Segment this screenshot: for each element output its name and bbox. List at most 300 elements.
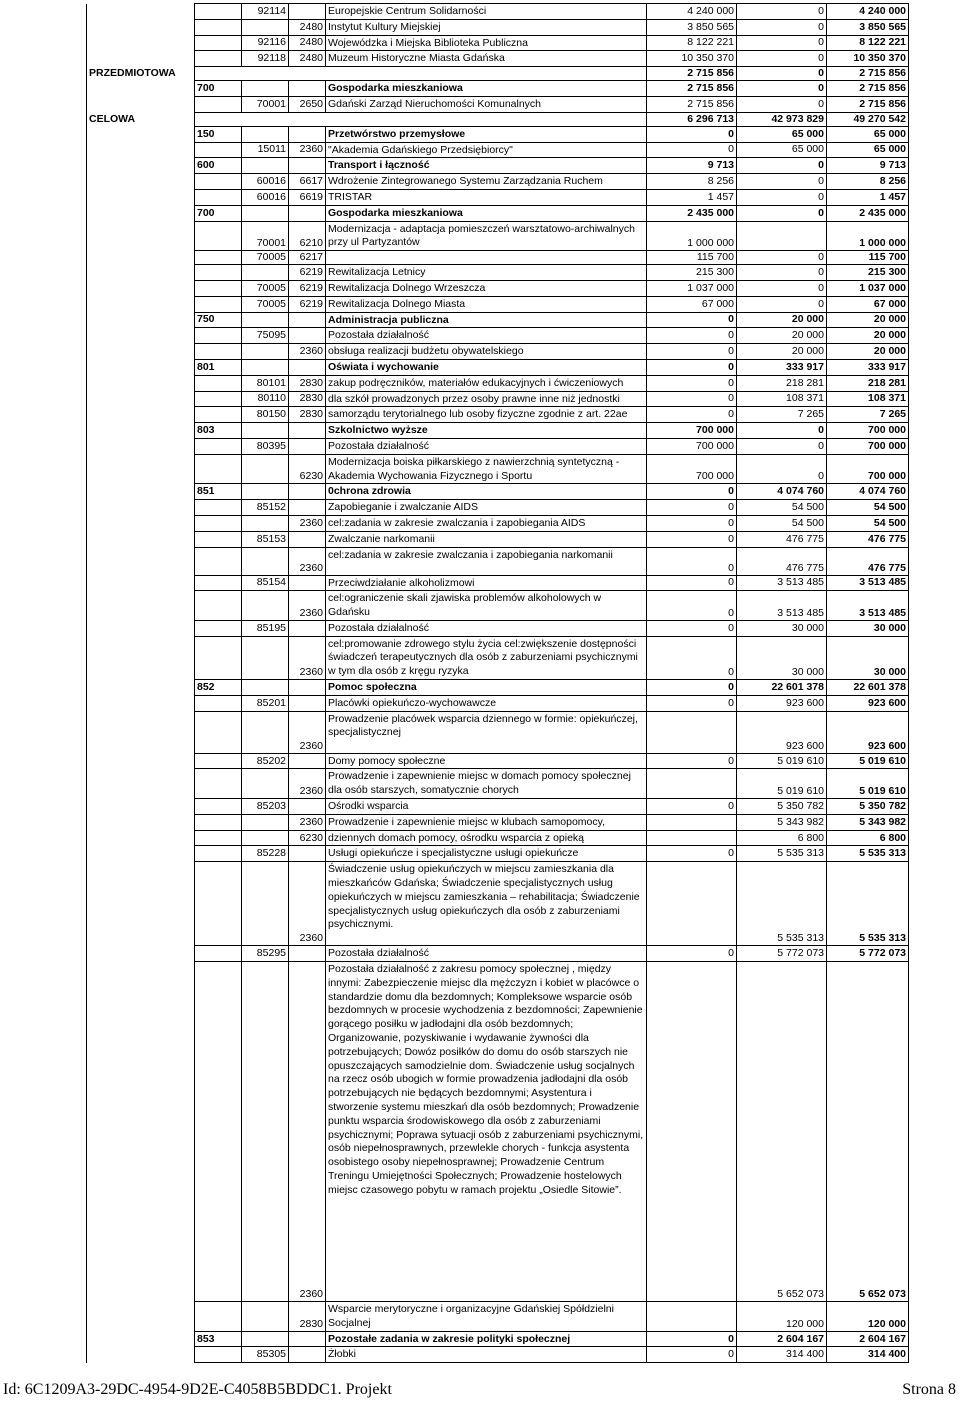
rozdzial-cell xyxy=(242,126,289,142)
dzial-cell: 700 xyxy=(195,81,242,97)
paragraf-cell: 6217 xyxy=(289,251,326,265)
description-cell: Pozostała działalność xyxy=(326,328,647,344)
description-cell: Gdański Zarząd Nieruchomości Komunalnych xyxy=(326,96,647,112)
classification-cell xyxy=(87,359,195,375)
table-row xyxy=(87,51,909,67)
rozdzial-cell: 75095 xyxy=(242,328,289,344)
amount-total: 5 652 073 xyxy=(827,962,909,1302)
amount-total: 476 775 xyxy=(827,531,909,547)
classification-cell xyxy=(87,484,195,500)
classification-cell xyxy=(87,1347,195,1363)
description-cell: Modernizacja boiska piłkarskiego z nawierzchnią syntetyczną - Akademia Wychowania Fizycznego i Sportu xyxy=(326,454,647,484)
section-row xyxy=(87,484,909,500)
classification-cell xyxy=(87,1302,195,1332)
classification-cell xyxy=(87,142,195,158)
dzial-cell xyxy=(195,344,242,360)
amount-current: 115 700 xyxy=(647,251,737,265)
amount-current xyxy=(647,862,737,946)
table-row xyxy=(87,620,909,636)
paragraf-cell xyxy=(289,799,326,815)
table-row xyxy=(87,753,909,769)
description-cell: Rewitalizacja Dolnego Wrzeszcza xyxy=(326,280,647,296)
rozdzial-cell: 70005 xyxy=(242,280,289,296)
dzial-cell xyxy=(195,799,242,815)
amount-total: 4 240 000 xyxy=(827,4,909,20)
rozdzial-cell: 85228 xyxy=(242,846,289,862)
description-cell: Przetwórstwo przemysłowe xyxy=(326,126,647,142)
rozdzial-cell xyxy=(242,830,289,846)
dzial-cell xyxy=(195,695,242,711)
table-row xyxy=(87,575,909,591)
amount-current: 9 713 xyxy=(647,158,737,174)
paragraf-cell: 2360 xyxy=(289,814,326,830)
description-cell: Pozostałe zadania w zakresie polityki społecznej xyxy=(326,1331,647,1347)
table-row xyxy=(87,515,909,531)
rozdzial-cell: 70001 xyxy=(242,96,289,112)
amount-current: 0 xyxy=(647,695,737,711)
amount-total: 5 019 610 xyxy=(827,753,909,769)
description-cell: Zwalczanie narkomanii xyxy=(326,531,647,547)
rozdzial-cell xyxy=(242,814,289,830)
amount-change: 4 074 760 xyxy=(737,484,827,500)
classification-cell xyxy=(87,96,195,112)
paragraf-cell xyxy=(289,680,326,696)
classification-cell xyxy=(87,814,195,830)
description-cell: Usługi opiekuńcze i specjalistyczne usługi opiekuńcze xyxy=(326,846,647,862)
paragraf-cell xyxy=(289,753,326,769)
classification-cell xyxy=(87,547,195,575)
dzial-cell xyxy=(195,51,242,67)
amount-change: 0 xyxy=(737,158,827,174)
rozdzial-cell: 85153 xyxy=(242,531,289,547)
amount-total: 115 700 xyxy=(827,251,909,265)
amount-total: 20 000 xyxy=(827,344,909,360)
rozdzial-cell: 80110 xyxy=(242,391,289,407)
paragraf-cell xyxy=(289,4,326,20)
classification-cell xyxy=(87,51,195,67)
description-cell: cel:zadania w zakresie zwalczania i zapobiegania narkomanii xyxy=(326,547,647,575)
description-cell: dziennych domach pomocy, ośrodku wsparcia z opieką xyxy=(326,830,647,846)
paragraf-cell xyxy=(289,1331,326,1347)
amount-current xyxy=(647,962,737,1302)
amount-current: 0 xyxy=(647,391,737,407)
dzial-cell xyxy=(195,296,242,312)
description-cell: Instytut Kultury Miejskiej xyxy=(326,19,647,35)
amount-current: 700 000 xyxy=(647,454,737,484)
classification-cell xyxy=(87,769,195,799)
paragraf-cell: 2360 xyxy=(289,591,326,621)
dzial-cell xyxy=(195,814,242,830)
rozdzial-cell: 85201 xyxy=(242,695,289,711)
dzial-cell: 150 xyxy=(195,126,242,142)
rozdzial-cell xyxy=(242,862,289,946)
rozdzial-cell: 85203 xyxy=(242,799,289,815)
amount-total: 1 457 xyxy=(827,189,909,205)
table-row xyxy=(87,280,909,296)
amount-total: 20 000 xyxy=(827,328,909,344)
amount-total: 5 535 313 xyxy=(827,846,909,862)
paragraf-cell xyxy=(289,1347,326,1363)
amount-change: 120 000 xyxy=(737,1302,827,1332)
description-cell: zakup podręczników, materiałów edukacyjnych i ćwiczeniowych xyxy=(326,375,647,391)
amount-total: 6 800 xyxy=(827,830,909,846)
classification-cell xyxy=(87,515,195,531)
amount-total: 700 000 xyxy=(827,438,909,454)
amount-current: 700 000 xyxy=(647,423,737,439)
amount-change: 30 000 xyxy=(737,636,827,679)
rozdzial-cell: 92114 xyxy=(242,4,289,20)
budget-table xyxy=(86,3,909,1363)
section-row xyxy=(87,81,909,97)
amount-change: 314 400 xyxy=(737,1347,827,1363)
classification-cell xyxy=(87,620,195,636)
amount-total: 3 513 485 xyxy=(827,591,909,621)
paragraf-cell: 6210 xyxy=(289,221,326,251)
amount-total: 314 400 xyxy=(827,1347,909,1363)
amount-current: 1 457 xyxy=(647,189,737,205)
amount-change: 5 772 073 xyxy=(737,946,827,962)
amount-change: 0 xyxy=(737,265,827,281)
amount-current: 0 xyxy=(647,575,737,591)
description-cell: Gospodarka mieszkaniowa xyxy=(326,81,647,97)
table-row xyxy=(87,814,909,830)
amount-change: 20 000 xyxy=(737,312,827,328)
classification-cell xyxy=(87,174,195,190)
paragraf-cell xyxy=(289,312,326,328)
paragraf-cell: 6230 xyxy=(289,454,326,484)
dzial-cell xyxy=(195,846,242,862)
table-row xyxy=(87,251,909,265)
section-row xyxy=(87,158,909,174)
amount-change: 476 775 xyxy=(737,547,827,575)
classification-cell xyxy=(87,158,195,174)
table-row xyxy=(87,438,909,454)
paragraf-cell: 2830 xyxy=(289,407,326,423)
amount-change: 20 000 xyxy=(737,328,827,344)
amount-total: 2 715 856 xyxy=(827,67,909,81)
dzial-cell xyxy=(195,946,242,962)
dzial-cell xyxy=(195,454,242,484)
amount-total: 5 772 073 xyxy=(827,946,909,962)
dzial-cell xyxy=(195,375,242,391)
dzial-cell xyxy=(195,35,242,51)
rozdzial-cell: 85202 xyxy=(242,753,289,769)
amount-change: 3 513 485 xyxy=(737,591,827,621)
table-row xyxy=(87,500,909,516)
dzial-cell xyxy=(195,547,242,575)
paragraf-cell: 2360 xyxy=(289,711,326,753)
paragraf-cell xyxy=(289,575,326,591)
rozdzial-cell xyxy=(242,158,289,174)
amount-change: 65 000 xyxy=(737,142,827,158)
amount-current: 0 xyxy=(647,846,737,862)
amount-change: 5 350 782 xyxy=(737,799,827,815)
description-cell: Prowadzenie placówek wsparcia dziennego w formie: opiekuńczej, specjalistycznej xyxy=(326,711,647,753)
rozdzial-cell xyxy=(242,711,289,753)
rozdzial-cell: 80150 xyxy=(242,407,289,423)
description-cell: Świadczenie usług opiekuńczych w miejscu zamieszkania dla mieszkańców Gdańska; Świadczenie specjalistycznych usług opiekuńczych w miejscu zamieszkania – rehabilitacja; Świadczenie specjalistycznych usług opiekuńczych dla osób z zaburzeniami psychicznymi. xyxy=(326,862,647,946)
classification-cell xyxy=(87,296,195,312)
paragraf-cell xyxy=(289,695,326,711)
paragraf-cell xyxy=(289,328,326,344)
amount-total: 333 917 xyxy=(827,359,909,375)
amount-total: 2 715 856 xyxy=(827,96,909,112)
paragraf-cell xyxy=(289,205,326,221)
amount-change: 65 000 xyxy=(737,126,827,142)
paragraf-cell: 2360 xyxy=(289,344,326,360)
amount-total: 3 850 565 xyxy=(827,19,909,35)
description-cell: Pozostała działalność xyxy=(326,620,647,636)
classification-cell xyxy=(87,862,195,946)
dzial-cell xyxy=(195,391,242,407)
table-row xyxy=(87,96,909,112)
amount-current: 0 xyxy=(647,375,737,391)
dzial-cell xyxy=(195,769,242,799)
amount-change: 0 xyxy=(737,81,827,97)
amount-current: 0 xyxy=(647,547,737,575)
amount-change: 5 535 313 xyxy=(737,862,827,946)
amount-total: 215 300 xyxy=(827,265,909,281)
classification-cell xyxy=(87,500,195,516)
paragraf-cell: 2480 xyxy=(289,35,326,51)
rozdzial-cell xyxy=(242,205,289,221)
rozdzial-cell xyxy=(242,962,289,1302)
table-row xyxy=(87,799,909,815)
dzial-cell xyxy=(195,591,242,621)
dzial-cell: 700 xyxy=(195,205,242,221)
table-row xyxy=(87,328,909,344)
amount-current: 0 xyxy=(647,620,737,636)
paragraf-cell xyxy=(289,946,326,962)
amount-change: 108 371 xyxy=(737,391,827,407)
paragraf-cell: 2360 xyxy=(289,862,326,946)
classification-cell xyxy=(87,35,195,51)
amount-current: 0 xyxy=(647,515,737,531)
paragraf-cell: 2360 xyxy=(289,769,326,799)
description-cell: Wojewódzka i Miejska Biblioteka Publiczna xyxy=(326,35,647,51)
description-cell: Zapobieganie i zwalczanie AIDS xyxy=(326,500,647,516)
amount-current: 0 xyxy=(647,142,737,158)
rozdzial-cell: 80395 xyxy=(242,438,289,454)
classification-cell xyxy=(87,280,195,296)
amount-total: 1 000 000 xyxy=(827,221,909,251)
paragraf-cell: 2830 xyxy=(289,391,326,407)
amount-current: 8 256 xyxy=(647,174,737,190)
description-cell: Muzeum Historyczne Miasta Gdańska xyxy=(326,51,647,67)
amount-total: 2 715 856 xyxy=(827,81,909,97)
dzial-cell xyxy=(195,438,242,454)
paragraf-cell: 2830 xyxy=(289,1302,326,1332)
table-row xyxy=(87,1302,909,1332)
description-cell: cel:zadania w zakresie zwalczania i zapobiegania AIDS xyxy=(326,515,647,531)
amount-change: 5 652 073 xyxy=(737,962,827,1302)
amount-total: 65 000 xyxy=(827,126,909,142)
amount-total: 30 000 xyxy=(827,636,909,679)
dzial-cell xyxy=(195,711,242,753)
amount-change: 5 019 610 xyxy=(737,753,827,769)
paragraf-cell xyxy=(289,500,326,516)
rozdzial-cell: 85305 xyxy=(242,1347,289,1363)
dzial-cell: 852 xyxy=(195,680,242,696)
description-cell: Administracja publiczna xyxy=(326,312,647,328)
dzial-cell xyxy=(195,280,242,296)
dzial-cell: 803 xyxy=(195,423,242,439)
description-cell: cel:promowanie zdrowego stylu życia cel:zwiększenie dostępności świadczeń terapeutycznych dla osób z zaburzeniami psychicznymi w tym dla osób z kręgu ryzyka xyxy=(326,636,647,679)
table-row xyxy=(87,695,909,711)
rozdzial-cell: 60016 xyxy=(242,189,289,205)
amount-total: 120 000 xyxy=(827,1302,909,1332)
classification-cell xyxy=(87,680,195,696)
classification-cell xyxy=(87,423,195,439)
table-row xyxy=(87,846,909,862)
description-cell: Europejskie Centrum Solidarności xyxy=(326,4,647,20)
description-cell: Szkolnictwo wyższe xyxy=(326,423,647,439)
classification-cell xyxy=(87,962,195,1302)
rozdzial-cell xyxy=(242,359,289,375)
amount-change: 3 513 485 xyxy=(737,575,827,591)
description-cell: dla szkół prowadzonych przez osoby prawne inne niż jednostki xyxy=(326,391,647,407)
description-cell: Transport i łączność xyxy=(326,158,647,174)
amount-total: 22 601 378 xyxy=(827,680,909,696)
category-span xyxy=(195,112,647,126)
amount-current: 0 xyxy=(647,753,737,769)
category-label: CELOWA xyxy=(87,112,195,126)
amount-total: 218 281 xyxy=(827,375,909,391)
paragraf-cell xyxy=(289,620,326,636)
classification-cell xyxy=(87,126,195,142)
amount-current: 0 xyxy=(647,500,737,516)
dzial-cell xyxy=(195,830,242,846)
amount-change: 0 xyxy=(737,19,827,35)
classification-cell xyxy=(87,946,195,962)
dzial-cell xyxy=(195,531,242,547)
rozdzial-cell xyxy=(242,1302,289,1332)
paragraf-cell xyxy=(289,531,326,547)
amount-change: 54 500 xyxy=(737,515,827,531)
amount-current: 3 850 565 xyxy=(647,19,737,35)
rozdzial-cell: 70005 xyxy=(242,251,289,265)
amount-current xyxy=(647,711,737,753)
rozdzial-cell: 85154 xyxy=(242,575,289,591)
amount-current: 1 037 000 xyxy=(647,280,737,296)
amount-total: 7 265 xyxy=(827,407,909,423)
paragraf-cell: 2360 xyxy=(289,962,326,1302)
section-row xyxy=(87,312,909,328)
dzial-cell: 801 xyxy=(195,359,242,375)
amount-change: 0 xyxy=(737,251,827,265)
dzial-cell xyxy=(195,142,242,158)
description-cell: Rewitalizacja Letnicy xyxy=(326,265,647,281)
description-cell: Oświata i wychowanie xyxy=(326,359,647,375)
amount-change: 0 xyxy=(737,296,827,312)
table-row xyxy=(87,946,909,962)
amount-total: 67 000 xyxy=(827,296,909,312)
table-row xyxy=(87,547,909,575)
description-cell: Rewitalizacja Dolnego Miasta xyxy=(326,296,647,312)
amount-change: 0 xyxy=(737,4,827,20)
amount-change: 923 600 xyxy=(737,711,827,753)
classification-cell xyxy=(87,205,195,221)
budget-table-body xyxy=(87,4,909,1363)
description-cell: obsługa realizacji budżetu obywatelskiego xyxy=(326,344,647,360)
dzial-cell: 851 xyxy=(195,484,242,500)
classification-cell xyxy=(87,695,195,711)
amount-current: 8 122 221 xyxy=(647,35,737,51)
amount-current: 0 xyxy=(647,126,737,142)
amount-current: 0 xyxy=(647,1331,737,1347)
description-cell: Prowadzenie i zapewnienie miejsc w domach pomocy społecznej dla osób starszych, somatycznie chorych xyxy=(326,769,647,799)
table-row xyxy=(87,1347,909,1363)
amount-change: 5 535 313 xyxy=(737,846,827,862)
amount-current: 700 000 xyxy=(647,438,737,454)
amount-total: 5 019 610 xyxy=(827,769,909,799)
amount-total: 30 000 xyxy=(827,620,909,636)
amount-current: 2 715 856 xyxy=(647,96,737,112)
table-row xyxy=(87,391,909,407)
amount-change: 0 xyxy=(737,96,827,112)
paragraf-cell xyxy=(289,846,326,862)
amount-change: 0 xyxy=(737,189,827,205)
classification-cell xyxy=(87,531,195,547)
amount-change: 0 xyxy=(737,35,827,51)
table-row xyxy=(87,19,909,35)
description-cell: Placówki opiekuńczo-wychowawcze xyxy=(326,695,647,711)
amount-current: 0 xyxy=(647,312,737,328)
dzial-cell xyxy=(195,19,242,35)
description-cell: cel:ograniczenie skali zjawiska problemów alkoholowych w Gdańsku xyxy=(326,591,647,621)
table-row xyxy=(87,830,909,846)
paragraf-cell: 2360 xyxy=(289,142,326,158)
table-row xyxy=(87,4,909,20)
page-number: Strona 8 xyxy=(902,1381,956,1398)
amount-current: 215 300 xyxy=(647,265,737,281)
paragraf-cell xyxy=(289,158,326,174)
amount-current: 0 xyxy=(647,946,737,962)
amount-current: 6 296 713 xyxy=(647,112,737,126)
description-cell: samorządu terytorialnego lub osoby fizyczne zgodnie z art. 22ae xyxy=(326,407,647,423)
paragraf-cell xyxy=(289,359,326,375)
table-row xyxy=(87,454,909,484)
rozdzial-cell xyxy=(242,454,289,484)
classification-cell xyxy=(87,753,195,769)
table-row xyxy=(87,142,909,158)
amount-total: 108 371 xyxy=(827,391,909,407)
dzial-cell xyxy=(195,1347,242,1363)
description-cell: Pozostała działalność xyxy=(326,438,647,454)
dzial-cell xyxy=(195,265,242,281)
table-row xyxy=(87,174,909,190)
table-row xyxy=(87,862,909,946)
amount-total: 54 500 xyxy=(827,500,909,516)
rozdzial-cell: 70001 xyxy=(242,221,289,251)
amount-current: 0 xyxy=(647,591,737,621)
section-row xyxy=(87,423,909,439)
description-cell: Wsparcie merytoryczne i organizacyjne Gdańskiej Spółdzielni Socjalnej xyxy=(326,1302,647,1332)
classification-cell xyxy=(87,575,195,591)
section-row xyxy=(87,205,909,221)
amount-total: 9 713 xyxy=(827,158,909,174)
dzial-cell xyxy=(195,221,242,251)
dzial-cell xyxy=(195,575,242,591)
amount-change: 0 xyxy=(737,174,827,190)
description-cell: Pomoc społeczna xyxy=(326,680,647,696)
amount-change: 5 019 610 xyxy=(737,769,827,799)
table-row xyxy=(87,962,909,1302)
classification-cell xyxy=(87,711,195,753)
paragraf-cell: 6230 xyxy=(289,830,326,846)
amount-current: 0 xyxy=(647,328,737,344)
amount-change: 5 343 982 xyxy=(737,814,827,830)
